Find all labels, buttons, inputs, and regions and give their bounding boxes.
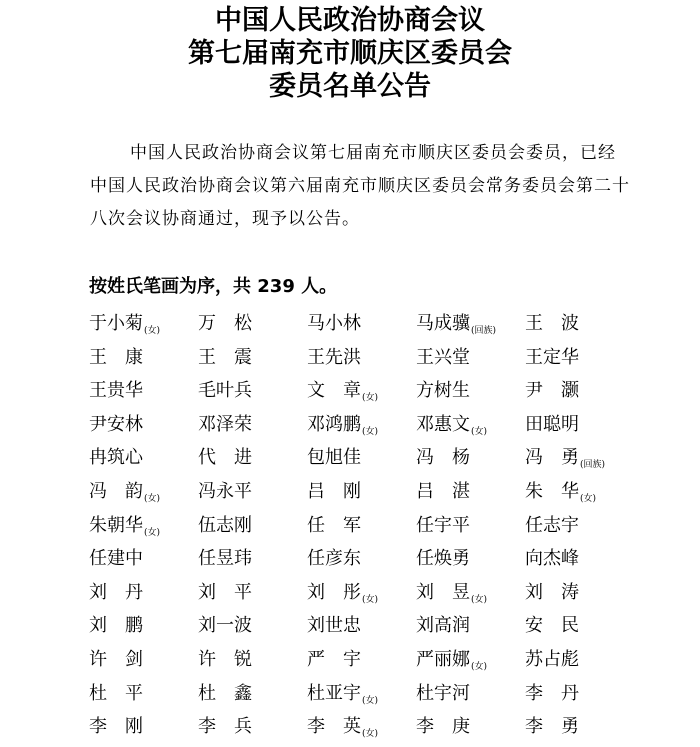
member-name: 刘 鹏: [89, 615, 143, 637]
member-name: 向杰峰: [525, 548, 579, 570]
member-name-cell: [525, 609, 634, 643]
member-name: 邓鸿鹏: [307, 413, 361, 435]
member-name: 任宇平: [416, 514, 470, 536]
member-name-cell: [89, 509, 198, 543]
intro-text: 中国人民政治协商会议第七届南充市顺庆区委员会委员，已经中国人民政治协商会议第六届南充市顺庆区委员会常务委员会第二十八次会议协商通过，现予以公告。: [90, 143, 630, 229]
member-name: 冯 杨: [416, 447, 470, 469]
member-annotation: (女): [362, 393, 379, 404]
member-name-cell: [525, 509, 634, 543]
member-name-cell: [89, 542, 198, 576]
member-name: 刘 丹: [89, 581, 143, 603]
member-name: 李 兵: [198, 716, 252, 738]
member-annotation: (回族): [471, 326, 497, 336]
announcement-title: [0, 4, 700, 103]
sort-note: 按姓氏笔画为序，共 239 人。: [89, 276, 338, 297]
member-name: 王贵华: [89, 380, 143, 402]
member-name-cell: [416, 509, 525, 543]
member-name-cell: [525, 542, 634, 576]
member-name: 伍志刚: [198, 514, 252, 536]
member-name-cell: [307, 341, 416, 375]
member-annotation: (女): [471, 426, 488, 437]
member-annotation: (回族): [580, 460, 606, 471]
member-name-cell: [416, 609, 525, 643]
member-name: 杜亚宇: [307, 682, 361, 704]
member-name-cell: [525, 307, 634, 341]
member-name-cell: [307, 475, 416, 509]
title-line-3: 委员名单公告: [269, 71, 431, 102]
member-name: 于小菊: [89, 313, 143, 334]
member-name: 吕 刚: [307, 480, 361, 502]
title-line-2: 第七届南充市顺庆区委员会: [188, 38, 512, 69]
member-name-cell: [198, 643, 307, 677]
member-name: 刘 涛: [525, 581, 579, 603]
member-name: 朱朝华: [89, 514, 143, 536]
member-name: 严 宇: [307, 648, 361, 670]
member-annotation: (女): [580, 493, 597, 504]
member-name: 王 波: [525, 313, 579, 334]
member-name-cell: [198, 710, 307, 744]
member-annotation: (女): [144, 326, 161, 336]
member-name-cell: [198, 374, 307, 408]
member-name: 吕 湛: [416, 480, 470, 502]
member-name: 刘 昱: [416, 581, 470, 603]
member-name-cell: [416, 307, 525, 341]
member-name-cell: [416, 475, 525, 509]
member-name: 冯 勇: [525, 447, 579, 469]
member-name-cell: [89, 643, 198, 677]
member-name-cell: [416, 341, 525, 375]
member-name: 任彦东: [307, 548, 361, 570]
member-name-cell: [198, 542, 307, 576]
member-name: 王兴堂: [416, 346, 470, 368]
member-name-cell: [307, 643, 416, 677]
member-list: [89, 307, 649, 744]
member-name: 尹安林: [89, 413, 143, 435]
member-name: 代 进: [198, 447, 252, 469]
intro-paragraph: [90, 137, 630, 236]
member-name: 苏占彪: [525, 648, 579, 670]
member-name-cell: [307, 374, 416, 408]
member-name-cell: [416, 710, 525, 744]
member-name-cell: [307, 677, 416, 711]
member-name-cell: [307, 408, 416, 442]
member-name-cell: [198, 677, 307, 711]
member-name: 万 松: [198, 313, 252, 334]
member-name: 杜 鑫: [198, 682, 252, 704]
member-name-cell: [416, 542, 525, 576]
member-name-cell: [525, 341, 634, 375]
member-annotation: (女): [471, 661, 488, 672]
member-name-cell: [89, 307, 198, 341]
member-annotation: (女): [362, 729, 379, 740]
member-name: 李 庚: [416, 716, 470, 738]
member-name: 刘世忠: [307, 615, 361, 637]
member-name-cell: [525, 441, 634, 475]
member-name: 方树生: [416, 380, 470, 402]
member-name: 刘高润: [416, 615, 470, 637]
member-name-cell: [198, 576, 307, 610]
member-name-cell: [198, 609, 307, 643]
member-name-cell: [89, 710, 198, 744]
member-name: 马成骥: [416, 313, 470, 334]
member-name-cell: [89, 677, 198, 711]
member-name: 尹 灏: [525, 380, 579, 402]
member-name: 王 康: [89, 346, 143, 368]
member-name-cell: [416, 643, 525, 677]
member-name-cell: [307, 576, 416, 610]
member-name-cell: [525, 710, 634, 744]
member-name-cell: [89, 609, 198, 643]
member-name-cell: [416, 374, 525, 408]
member-name: 冯永平: [198, 480, 252, 502]
member-name: 朱 华: [525, 480, 579, 502]
member-name: 任志宇: [525, 514, 579, 536]
title-line-1: 中国人民政治协商会议: [215, 5, 485, 36]
member-name: 刘 彤: [307, 581, 361, 603]
member-annotation: (女): [362, 426, 379, 437]
member-name: 许 锐: [198, 648, 252, 670]
member-name-cell: [89, 341, 198, 375]
member-name: 冉筑心: [89, 447, 143, 469]
member-name-cell: [89, 374, 198, 408]
member-name: 马小林: [307, 313, 361, 334]
member-name-cell: [89, 408, 198, 442]
member-name: 刘一波: [198, 615, 252, 637]
member-name-cell: [89, 475, 198, 509]
member-name: 田聪明: [525, 413, 579, 435]
member-name-cell: [525, 677, 634, 711]
member-name: 任昱玮: [198, 548, 252, 570]
member-name: 严丽娜: [416, 648, 470, 670]
member-name-cell: [198, 475, 307, 509]
member-name-cell: [416, 576, 525, 610]
member-name: 任焕勇: [416, 548, 470, 570]
member-name-cell: [307, 710, 416, 744]
member-name-cell: [307, 441, 416, 475]
member-name: 安 民: [525, 615, 579, 637]
member-name-cell: [307, 307, 416, 341]
member-name-cell: [525, 475, 634, 509]
member-name: 李 刚: [89, 716, 143, 738]
member-name: 李 勇: [525, 716, 579, 738]
member-name: 毛叶兵: [198, 380, 252, 402]
member-name-cell: [307, 542, 416, 576]
member-name-cell: [198, 307, 307, 341]
member-name-cell: [198, 509, 307, 543]
member-name-cell: [416, 441, 525, 475]
member-name: 冯 韵: [89, 480, 143, 502]
member-annotation: (女): [471, 594, 488, 605]
member-name: 刘 平: [198, 581, 252, 603]
member-name: 杜 平: [89, 682, 143, 704]
member-name-cell: [198, 441, 307, 475]
member-name-cell: [525, 408, 634, 442]
member-name: 许 剑: [89, 648, 143, 670]
member-name-cell: [525, 643, 634, 677]
member-name: 王 震: [198, 346, 252, 368]
member-name: 邓惠文: [416, 413, 470, 435]
member-name: 杜宇河: [416, 682, 470, 704]
member-annotation: (女): [362, 594, 379, 605]
member-name: 任建中: [89, 548, 143, 570]
member-annotation: (女): [362, 695, 379, 706]
member-name: 文 章: [307, 380, 361, 402]
member-name-cell: [525, 374, 634, 408]
member-name-cell: [198, 408, 307, 442]
member-name-cell: [307, 509, 416, 543]
member-name-cell: [307, 609, 416, 643]
member-name-cell: [198, 341, 307, 375]
member-name: 王先洪: [307, 346, 361, 368]
member-name-cell: [416, 408, 525, 442]
member-annotation: (女): [144, 493, 161, 504]
member-name: 包旭佳: [307, 447, 361, 469]
member-name-cell: [89, 441, 198, 475]
member-name-cell: [416, 677, 525, 711]
member-name: 邓泽荣: [198, 413, 252, 435]
member-name: 任 军: [307, 514, 361, 536]
member-name: 李 丹: [525, 682, 579, 704]
member-annotation: (女): [144, 527, 161, 538]
member-name: 王定华: [525, 346, 579, 368]
member-name-cell: [525, 576, 634, 610]
member-name-cell: [89, 576, 198, 610]
member-name: 李 英: [307, 716, 361, 738]
